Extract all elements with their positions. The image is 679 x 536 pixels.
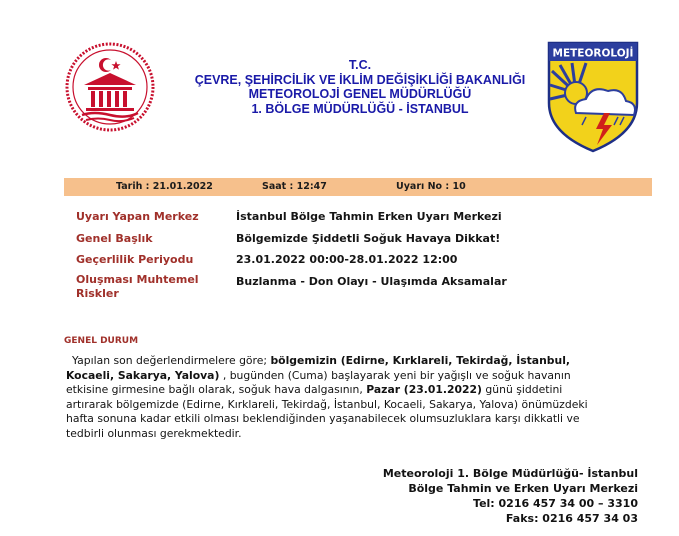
body-line: artırarak bölgemizde (Edirne, Kırklareli, Tekirdağ, İstanbul, Kocaeli, Sakarya, Yalova) önümüzdeki (66, 397, 588, 411)
header-tc: T.C. (348, 58, 372, 72)
ministry-seal-logo (64, 41, 156, 133)
body-line (66, 354, 606, 369)
warning-date: Tarih : 21.01.2022 (116, 181, 213, 192)
info-bar (64, 178, 652, 196)
header-regional: 1. BÖLGE MÜDÜRLÜĞÜ - İSTANBUL (251, 101, 469, 116)
meteoroloji-logo (546, 41, 640, 153)
field-label-risks-line2: Riskler (76, 286, 119, 300)
body-text-span: Yapılan son değerlendirmelere göre; (72, 354, 271, 367)
footer-phone: Tel: 0216 457 34 00 – 3310 (473, 497, 638, 510)
ministry-header (168, 58, 552, 116)
body-line (66, 369, 606, 384)
body-line: hafta sonuna kadar etkili olması beklendiğinden yaşanabilecek olumsuzluklara karşı dikkatli ve (66, 412, 580, 425)
header-directorate: METEOROLOJİ GENEL MÜDÜRLÜĞÜ (248, 87, 472, 101)
section-title: GENEL DURUM (64, 336, 139, 346)
logo-text: METEOROLOJİ (552, 47, 634, 60)
body-line (66, 383, 606, 398)
field-label-risks-line1: Oluşması Muhtemel (76, 273, 199, 286)
footer-fax: Faks: 0216 457 34 03 (505, 512, 638, 525)
body-text-span: günü şiddetini (481, 383, 563, 396)
general-status-text (66, 354, 606, 441)
field-label-period: Geçerlilik Periyodu (76, 253, 194, 266)
body-text-span: , bugünden (Cuma) başlayarak yeni bir yağışlı ve soğuk havanın (219, 368, 571, 382)
field-label-risks (76, 273, 226, 300)
body-bold-span: bölgemizin (Edirne, Kırklareli, Tekirdağ, İstanbul, (270, 354, 570, 367)
contact-footer (330, 466, 638, 526)
field-value-risks: Buzlanma - Don Olayı - Ulaşımda Aksamalar (236, 275, 507, 288)
field-label-title: Genel Başlık (76, 232, 153, 245)
field-value-period: 23.01.2022 00:00-28.01.2022 12:00 (236, 253, 458, 266)
body-line: tedbirli olunması gerekmektedir. (66, 426, 242, 440)
field-value-title: Bölgemizde Şiddetli Soğuk Havaya Dikkat! (236, 232, 501, 245)
field-value-center: İstanbul Bölge Tahmin Erken Uyarı Merkezi (236, 210, 502, 223)
body-bold-span: Kocaeli, Sakarya, Yalova) (66, 368, 220, 382)
footer-center: Bölge Tahmin ve Erken Uyarı Merkezi (408, 482, 638, 495)
warning-number: Uyarı No : 10 (396, 181, 466, 192)
body-text-span: etkisine girmesine bağlı olarak, soğuk hava dalgasının, (66, 383, 367, 396)
header-ministry: ÇEVRE, ŞEHİRCİLİK VE İKLİM DEĞİŞİKLİĞİ BAKANLIĞI (194, 72, 526, 87)
warning-time: Saat : 12:47 (262, 181, 327, 192)
footer-directorate: Meteoroloji 1. Bölge Müdürlüğü- İstanbul (382, 467, 638, 480)
body-bold-span: Pazar (23.01.2022) (366, 383, 482, 396)
field-label-center: Uyarı Yapan Merkez (76, 210, 199, 223)
